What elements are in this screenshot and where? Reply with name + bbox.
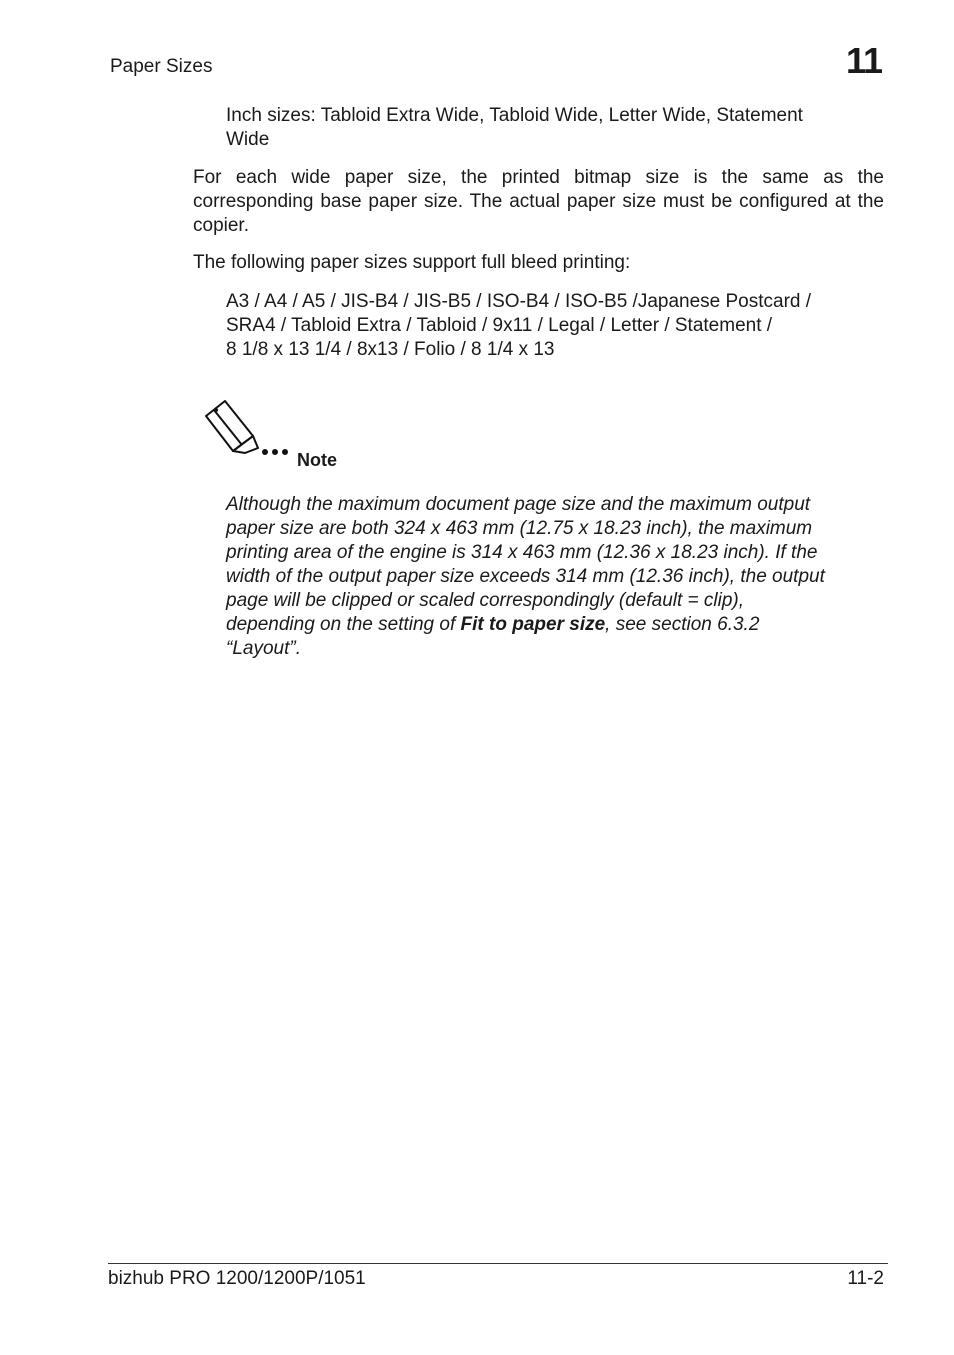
note-text-fragment: depending on the setting of <box>226 614 461 635</box>
footer-divider <box>108 1263 888 1264</box>
bleed-sizes-line: A3 / A4 / A5 / JIS-B4 / JIS-B5 / ISO-B4 / ISO-B5 /Japanese Postcard / <box>226 291 812 312</box>
note-line: printing area of the engine is 314 x 463 mm (12.36 x 18.23 inch). If the <box>226 542 818 563</box>
inch-sizes-line: Inch sizes: Tabloid Extra Wide, Tabloid Wide, Letter Wide, Statement <box>226 105 803 126</box>
note-text-fragment: , see section 6.3.2 <box>605 614 760 635</box>
full-bleed-sizes-list <box>226 290 906 362</box>
bleed-sizes-line: 8 1/8 x 13 1/4 / 8x13 / Folio / 8 1/4 x 13 <box>226 339 555 360</box>
full-bleed-intro: The following paper sizes support full bleed printing: <box>193 252 631 273</box>
bleed-sizes-line: SRA4 / Tabloid Extra / Tabloid / 9x11 / Legal / Letter / Statement / <box>226 315 773 336</box>
chapter-number: 11 <box>845 40 882 81</box>
note-line: paper size are both 324 x 463 mm (12.75 x 18.23 inch), the maximum <box>226 518 813 539</box>
note-line: Although the maximum document page size and the maximum output <box>226 494 811 515</box>
note-line: page will be clipped or scaled correspondingly (default = clip), <box>226 590 745 611</box>
footer-page-number: 11-2 <box>847 1268 884 1289</box>
pencil-note-icon <box>203 398 293 458</box>
fit-to-paper-size-term: Fit to paper size <box>460 614 606 635</box>
note-body <box>226 493 906 661</box>
note-line: “Layout”. <box>226 638 301 659</box>
inch-sizes-list <box>226 104 886 152</box>
wide-paper-paragraph: For each wide paper size, the printed bitmap size is the same as the corresponding base paper size. The actual paper size must be configured at the copier. <box>193 167 884 236</box>
note-line: width of the output paper size exceeds 314 mm (12.36 inch), the output <box>226 566 825 587</box>
footer-product-name: bizhub PRO 1200/1200P/1051 <box>108 1268 366 1289</box>
inch-sizes-line: Wide <box>226 129 270 150</box>
note-line <box>226 613 906 637</box>
running-header-title: Paper Sizes <box>110 56 213 77</box>
note-label: Note <box>297 450 337 470</box>
